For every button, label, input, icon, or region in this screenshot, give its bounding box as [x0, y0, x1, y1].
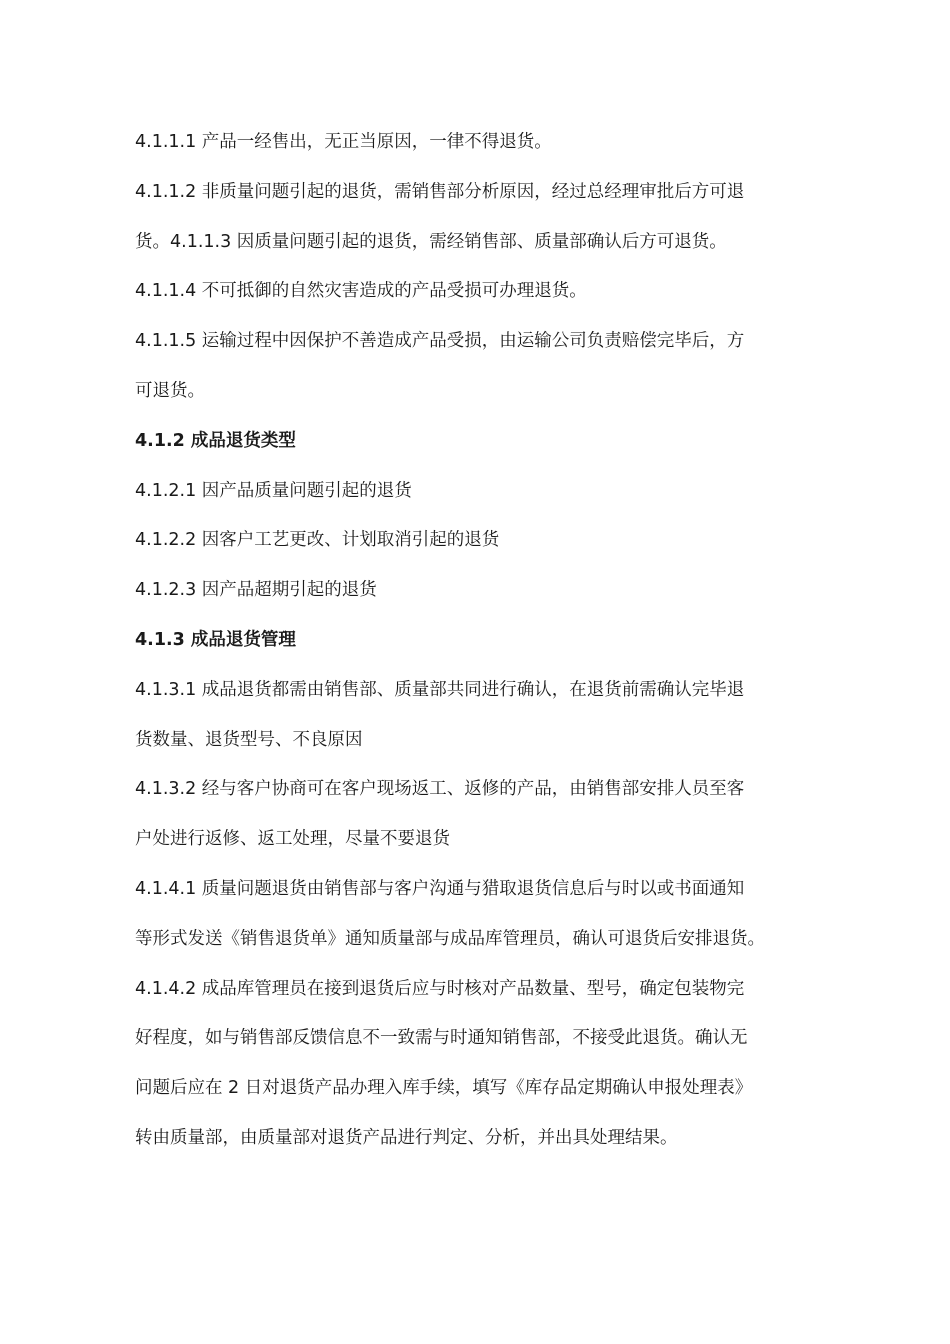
text-line-4-1-1-5: 4.1.1.5 运输过程中因保护不善造成产品受损，由运输公司负责赔偿完毕后，方 [135, 331, 745, 352]
text-line-4-1-3-1-cont: 货数量、退货型号、不良原因 [135, 729, 363, 750]
text-line-4-1-4-1: 4.1.4.1 质量问题退货由销售部与客户沟通与猎取退货信息后与时以或书面通知 [135, 878, 745, 899]
text-line-4-1-4-2: 4.1.4.2 成品库管理员在接到退货后应与时核对产品数量、型号，确定包装物完 [135, 978, 745, 999]
text-line-4-1-4-1-cont: 等形式发送《销售退货单》通知质量部与成品库管理员，确认可退货后安排退货。 [135, 928, 765, 949]
text-line-4-1-1-1: 4.1.1.1 产品一经售出，无正当原因，一律不得退货。 [135, 132, 552, 152]
section-heading-4-1-2: 4.1.2 成品退货类型 [135, 430, 296, 451]
section-heading-4-1-3: 4.1.3 成品退货管理 [135, 629, 296, 650]
text-line-4-1-3-2-cont: 户处进行返修、返工处理，尽量不要退货 [135, 829, 450, 850]
text-line-4-1-3-2: 4.1.3.2 经与客户协商可在客户现场返工、返修的产品，由销售部安排人员至客 [135, 779, 745, 800]
text-line-4-1-2-1: 4.1.2.1 因产品质量问题引起的退货 [135, 480, 412, 501]
document-page [135, 118, 817, 1164]
text-line-4-1-4-2-cont-3: 转由质量部，由质量部对退货产品进行判定、分析，并出具处理结果。 [135, 1127, 678, 1148]
text-line-4-1-1-5-cont: 可退货。 [135, 380, 205, 401]
text-line-4-1-1-4: 4.1.1.4 不可抵御的自然灾害造成的产品受损可办理退货。 [135, 281, 587, 302]
text-line-4-1-1-3: 货。4.1.1.3 因质量问题引起的退货，需经销售部、质量部确认后方可退货。 [135, 231, 727, 252]
text-line-4-1-4-2-cont-1: 好程度，如与销售部反馈信息不一致需与时通知销售部，不接受此退货。确认无 [135, 1028, 748, 1049]
text-line-4-1-4-2-cont-2: 问题后应在 2 日对退货产品办理入库手续，填写《库存品定期确认申报处理表》 [135, 1078, 753, 1099]
text-line-4-1-1-2: 4.1.1.2 非质量问题引起的退货，需销售部分析原因，经过总经理审批后方可退 [135, 181, 745, 202]
text-line-4-1-2-3: 4.1.2.3 因产品超期引起的退货 [135, 580, 377, 601]
text-line-4-1-2-2: 4.1.2.2 因客户工艺更改、计划取消引起的退货 [135, 530, 500, 551]
text-line-4-1-3-1: 4.1.3.1 成品退货都需由销售部、质量部共同进行确认，在退货前需确认完毕退 [135, 679, 745, 700]
